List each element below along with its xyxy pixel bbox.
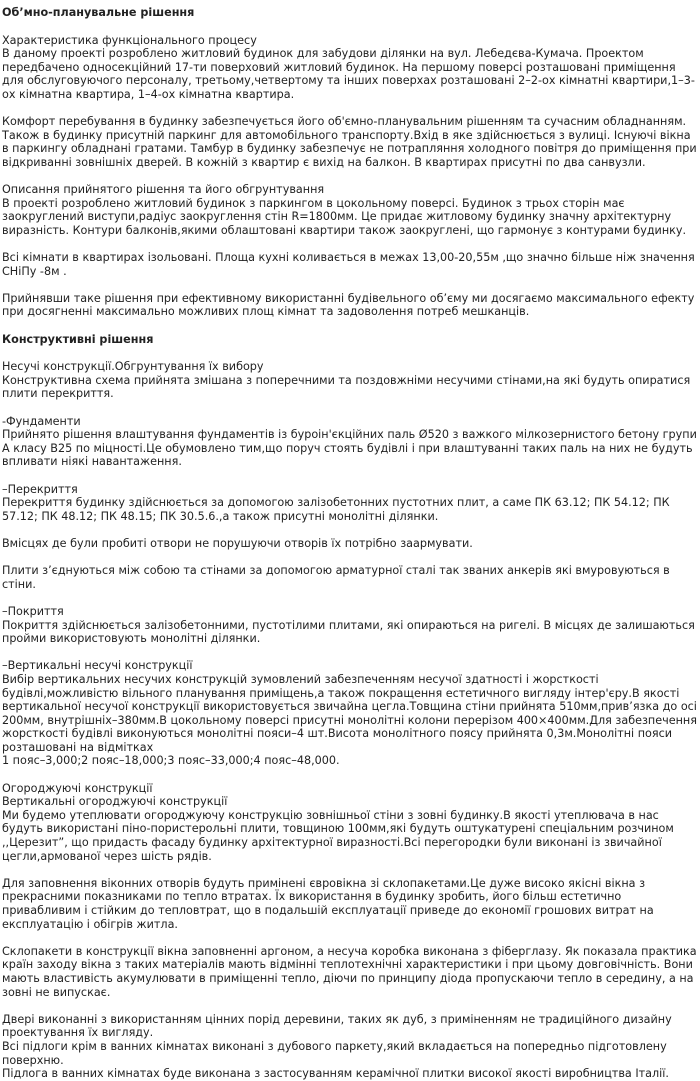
body-text: Прийнято рішення влаштування фундаментів із буроін'єкційних паль Ø520 з важкого мілкозернистого бетону групи А класу В25 по міцності.Це обумовлено тим,що поруч стоять будівлі і при влаштуванні таких паль на них не будуть впливати ніякі навантаження. bbox=[2, 428, 697, 469]
belt-marks: 1 пояс–3,000;2 пояс–18,000;3 пояс–33,000;4 пояс–48,000. bbox=[2, 754, 340, 768]
body-text: Всі підлоги крім в ванних кімнатах виконані з дубового паркету,який вкладається на попередньо підготовлену поверхню. bbox=[2, 1039, 667, 1067]
body-text: В даному проекті розроблено житловий будинок для забудови ділянки на вул. Лебедєва-Кумача. Проектом передбачено односекційний 17-ти поверховий житловий будинок. На першому поверсі розташовані приміщення для обслуговуючого персоналу, третьому,четвертому та інших поверхах розташовані 2–2-ох кімнатні квартири,1–3-ох кімнатна квартира, 1–4-ох кімнатна квартира. bbox=[2, 47, 695, 101]
paragraph: Комфорт перебування в будинку забезпечується його об'ємно-планувальним рішенням та сучасним обладнанням. Також в будинку присутній паркинг для автомобільного транспорту.Вхід в яке здійснюється з вулиці. Існуючі вікна в паркингу обладнані гратами. Тамбур в будинку забезпечує не потрапляння холодного повітря до приміщення при відкриванні зовнішніх дверей. В кожній з квартир є вихід на балкон. В квартирах присутні по два санвузли. bbox=[2, 115, 697, 169]
paragraph bbox=[2, 605, 698, 646]
paragraph: Плити з’єднуються між собою та стінами за допомогою арматурної сталі так званих анкерів які вмуровуються в стіни. bbox=[2, 564, 670, 591]
paragraph bbox=[2, 415, 698, 469]
subheading-solution-description: Описання прийнятого рішення та його обгрунтування bbox=[2, 183, 325, 197]
paragraph bbox=[2, 1013, 698, 1081]
body-text: Двері виконанні з використанням цінних порід деревини, таких як дуб, з приміненням не традиційного дизайну проектування їх вигляду. bbox=[2, 1012, 672, 1040]
body-text: Конструктивна схема прийнята змішана з поперечними та поздовжніми несучими стінами,на які будуть опиратися плити перекриття. bbox=[2, 373, 691, 401]
paragraph bbox=[2, 782, 698, 864]
subheading-roof: –Покриття bbox=[2, 604, 64, 618]
body-text: Ми будемо утеплювати огороджуючу конструкцію зовнішньої стіни з зовні будинку.В якості утеплювача в нас будуть використані піно-пористерольні плити, товщиною 100мм,які будуть оштукатурені спеціальним розчином ,,Церезит”, що придасть фасаду будинку архітектурної виразності.Всі перегородки були виконані із звичайної цегли,армованої через шість рядів. bbox=[2, 808, 674, 863]
subheading-load-bearing: Несучі конструкції.Обгрунтування їх вибору bbox=[2, 360, 264, 374]
subheading-vertical-structures: –Вертикальні несучі конструкції bbox=[2, 659, 193, 673]
paragraph: Для заповнення віконних отворів будуть примінені євровікна зі склопакетами.Це дуже високо якісні вікна з прекрасними показниками по тепло втратах. Їх використання в будинку зробить, його більш естетично привабливим і стійким до тепловтрат, що в подальшій експлуатації приведе до економії грошових витрат на експлуатацію і обігрів житла. bbox=[2, 876, 654, 931]
paragraph: Склопакети в конструкції вікна заповненні аргоном, а несуча коробка виконана з фіберглазу. Як показала практика країн заходу вікна з таких матеріалів мають відмінні теплотехнічні характеристики і при цьому довговічність. Вони мають властивість акумулювати в приміщенні тепло, діючи по принципу діода пропускаючи тепло в середину, а на зовні не випускає. bbox=[2, 944, 697, 999]
paragraph bbox=[2, 659, 698, 768]
paragraph bbox=[2, 34, 698, 102]
subheading-foundations: -Фундаменти bbox=[2, 414, 81, 428]
paragraph bbox=[2, 483, 698, 524]
body-text: В проекті розроблено житловий будинок з паркингом в цокольному поверсі. Будинок з трьох сторін має заокруглений виступи,радіус заокруглення стін R=1800мм. Це придає житловому будинку значну архітектурну виразність. Контури балконів,якими облаштовані квартири також заокруглені, що гармонує з контурами будинку. bbox=[2, 196, 687, 237]
paragraph bbox=[2, 183, 698, 237]
subheading-vertical-enclosing: Вертикальні огороджуючі конструкції bbox=[2, 795, 228, 809]
section-title-planning: Об’мно-планувальне рішення bbox=[2, 6, 195, 19]
paragraph bbox=[2, 360, 698, 401]
paragraph: Всі кімнати в квартирах ізольовані. Площа кухні коливається в межах 13,00-20,55м ,що значно більше ніж значення СНіПу -8м . bbox=[2, 251, 695, 278]
paragraph: Вмісцях де були пробиті отвори не порушуючи отворів їх потрібно заармувати. bbox=[2, 536, 473, 550]
body-text: Вибір вертикальних несучих конструкцій зумовлений забезпеченням несучої здатності і жорсткості будівлі,можливістю вільного планування приміщень,а також покращення естетичного вигляду інтер'єру.В якості вертикальної несучої конструкції використовується звичайна цегла.Товщина стіни прийнята 510мм,прив’язка до осі 200мм, внутрішніх–380мм.В цокольному поверсі присутні монолітні колони перерізом 400×400мм.Для забезпечення жорсткості будівлі виконуються монолітні пояси–4 шт.Висота монолітного поясу прийнята 0,3м.Монолітні пояси розташовані на відмітках bbox=[2, 672, 697, 754]
subheading-slabs: –Перекриття bbox=[2, 482, 78, 496]
section-title-structural: Конструктивні рішення bbox=[2, 332, 154, 346]
body-text: Перекриття будинку здійснюється за допомогою залізобетонних пустотних плит, а саме ПК 63.12; ПК 54.12; ПК 57.12; ПК 48.12; ПК 48.15; ПК 30.5.6.,а також присутні монолітні ділянки. bbox=[2, 496, 670, 523]
body-text: Покриття здійснюється залізобетонними, пустотілими плитами, які опираються на ригелі. В місцях де залишаються пройми використовують монолітні ділянки. bbox=[2, 618, 695, 646]
paragraph: Прийнявши таке рішення при ефективному використанні будівельного об’єму ми досягаємо максимального ефекту при досягненні максимально можливих площ кімнат та задоволення потреб мешканців. bbox=[2, 291, 695, 319]
subheading-functional-process: Характеристика функціонального процесу bbox=[2, 33, 257, 47]
subheading-enclosing: Огороджуючі конструкції bbox=[2, 781, 153, 795]
body-text: Підлога в ванних кімнатах буде виконана з застосуванням керамічної плитки високої якості виробництва Італії. bbox=[2, 1067, 669, 1081]
